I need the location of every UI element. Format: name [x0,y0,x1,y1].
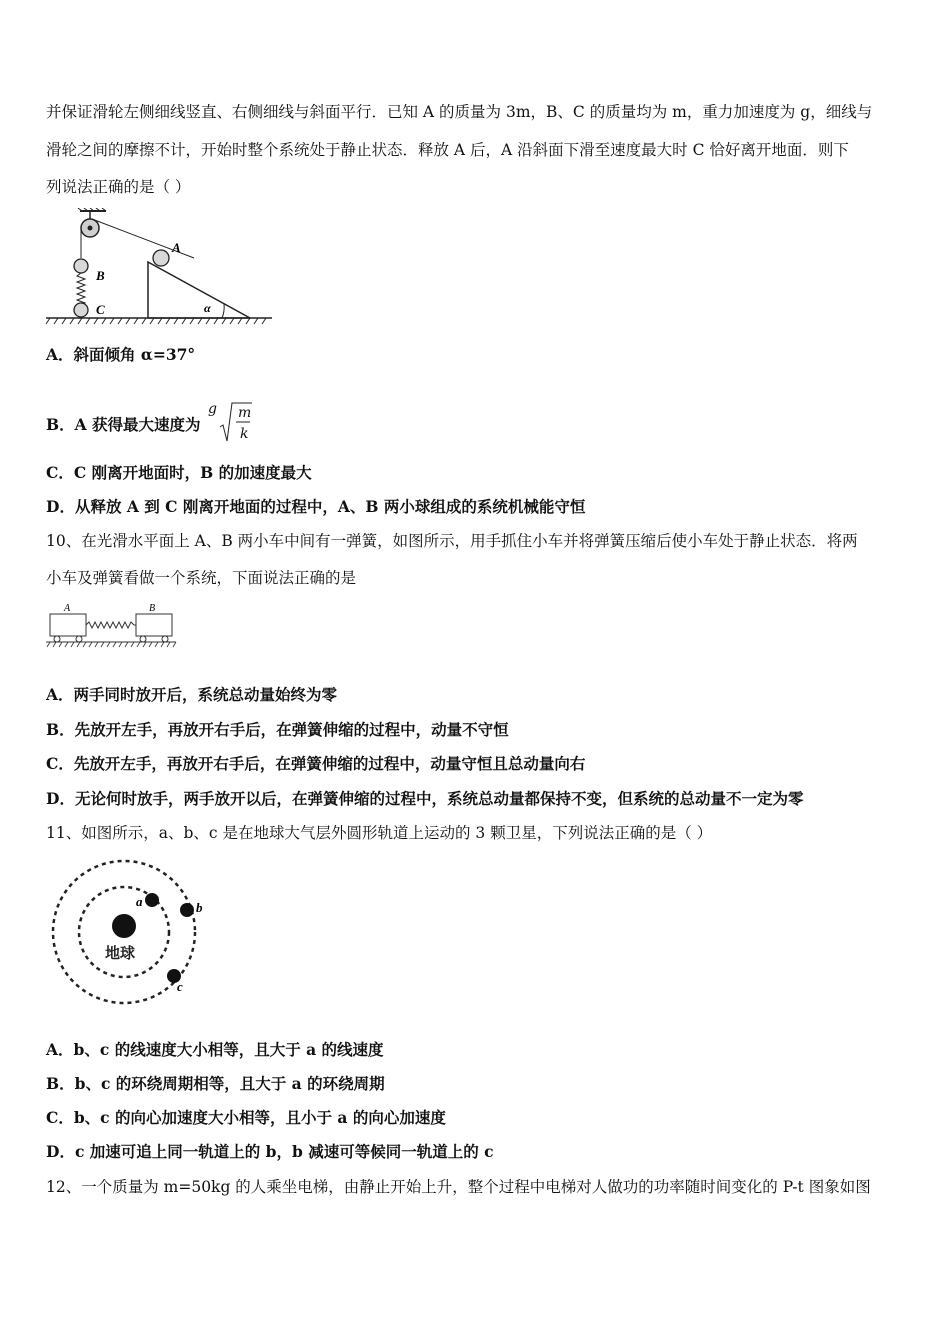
ball-b-icon [74,259,88,273]
q9-option-b-text: B．A 获得最大速度为 [46,415,201,434]
q10-option-c: C．先放开左手，再放开右手后，在弹簧伸缩的过程中，动量守恒且总动量向右 [46,754,586,773]
ball-c-icon [74,303,88,317]
q9-label-b: B [96,268,105,283]
q9-option-a: A．斜面倾角 α=37° [46,345,196,364]
q9-option-c: C．C 刚离开地面时，B 的加速度最大 [46,463,312,482]
q9-label-c: C [96,302,105,317]
formula-numerator: m [237,405,252,421]
q10-option-a: A．两手同时放开后，系统总动量始终为零 [46,685,338,704]
q10-option-b: B．先放开左手，再放开右手后，在弹簧伸缩的过程中，动量不守恒 [46,720,509,739]
cart-b-icon [136,614,172,636]
q10-figure-carts-spring [44,600,178,650]
satellite-a-icon [145,893,159,907]
q10-label-a: A [64,603,71,614]
spring-icon [86,622,136,628]
q9-stem-line-3: 列说法正确的是（ ） [46,178,191,196]
q9-stem-line-1: 并保证滑轮左侧细线竖直、右侧细线与斜面平行．已知 A 的质量为 3m，B、C 的质量均为 m，重力加速度为 g，细线与 [46,103,873,121]
q11-label-a: a [136,894,143,909]
ball-a-icon [153,250,169,266]
formula-denominator: k [239,426,249,442]
q9-option-d: D．从释放 A 到 C 刚离开地面的过程中，A、B 两小球组成的系统机械能守恒 [46,497,586,516]
formula-g: g [207,401,217,417]
q10-option-d: D．无论何时放手，两手放开以后，在弹簧伸缩的过程中，系统总动量都保持不变，但系统的总动量不一定为零 [46,789,804,808]
q11-stem: 11、如图所示，a、b、c 是在地球大气层外圆形轨道上运动的 3 颗卫星，下列说法正确的是（ ） [46,824,713,842]
q11-label-b: b [196,900,203,915]
q12-stem: 12、一个质量为 m=50kg 的人乘坐电梯，由静止开始上升，整个过程中电梯对人做功的功率随时间变化的 P-t 图象如图 [46,1178,871,1196]
q9-label-a: A [172,240,181,255]
satellite-b-icon [180,903,194,917]
q9-stem-line-2: 滑轮之间的摩擦不计，开始时整个系统处于静止状态．释放 A 后，A 沿斜面下滑至速度最大时 C 恰好离开地面．则下 [46,141,849,159]
q11-option-a: A．b、c 的线速度大小相等，且大于 a 的线速度 [46,1040,384,1059]
q9-label-alpha: α [204,301,211,315]
q11-figure-orbits [44,856,214,1008]
q10-stem-line-2: 小车及弹簧看做一个系统，下面说法正确的是 [46,569,357,587]
q11-option-b: B．b、c 的环绕周期相等，且大于 a 的环绕周期 [46,1074,385,1093]
q11-option-c: C．b、c 的向心加速度大小相等，且小于 a 的向心加速度 [46,1108,446,1127]
q9-figure-incline-pulley [44,208,276,328]
earth-label: 地球 [105,944,136,962]
q10-stem-line-1: 10、在光滑水平面上 A、B 两小车中间有一弹簧，如图所示，用手抓住小车并将弹簧压缩后使小车处于静止状态．将两 [46,532,858,550]
q9-option-b [46,403,254,449]
cart-a-icon [50,614,86,636]
q11-option-d: D．c 加速可追上同一轨道上的 b，b 减速可等候同一轨道上的 c [46,1142,494,1161]
earth-icon [112,914,136,938]
q11-label-c: c [177,979,183,994]
q9-option-b-formula [206,399,254,445]
q10-label-b: B [149,603,156,614]
